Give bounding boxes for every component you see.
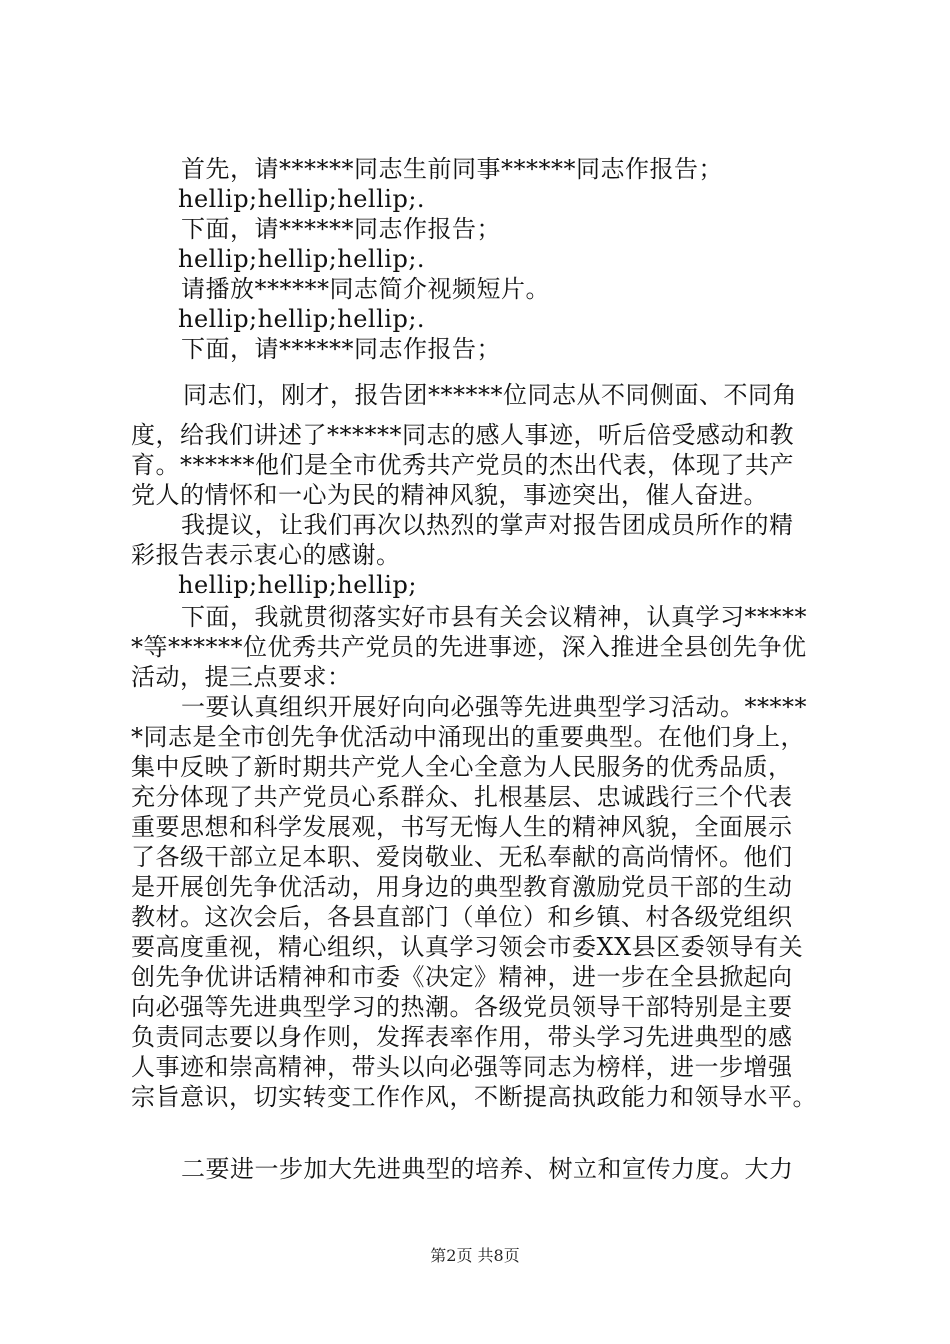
text-line: 请播放******同志简介视频短片。 — [181, 275, 550, 303]
text-line: 二要进一步加大先进典型的培养、树立和宣传力度。大力 — [181, 1155, 794, 1183]
text-line: 了各级干部立足本职、爱岗敬业、无私奉献的高尚情怀。他们 — [131, 843, 793, 871]
text-line: 充分体现了共产党员心系群众、扎根基层、忠诚践行三个代表 — [131, 783, 793, 811]
text-line: 人事迹和崇高精神，带头以向必强等同志为榜样，进一步增强 — [131, 1053, 793, 1081]
text-line: hellip;hellip;hellip;. — [178, 245, 426, 273]
text-line: 重要思想和科学发展观，书写无悔人生的精神风貌，全面展示 — [131, 813, 793, 841]
text-line: 下面，请******同志作报告； — [181, 335, 501, 363]
text-line: 是开展创先争优活动，用身边的典型教育激励党员干部的生动 — [131, 873, 793, 901]
text-line: *同志是全市创先争优活动中涌现出的重要典型。在他们身上， — [131, 723, 805, 751]
text-line: 负责同志要以身作则，发挥表率作用，带头学习先进典型的感 — [131, 1023, 793, 1051]
text-line: 彩报告表示衷心的感谢。 — [131, 541, 401, 569]
text-line: hellip;hellip;hellip;. — [178, 305, 426, 333]
page-number-footer: 第2页 共8页 — [430, 1246, 520, 1265]
text-line: hellip;hellip;hellip; — [178, 571, 417, 599]
text-line: 活动，提三点要求： — [131, 663, 352, 691]
text-line: 集中反映了新时期共产党人全心全意为人民服务的优秀品质， — [131, 753, 793, 781]
text-line: 育。******他们是全市优秀共产党员的杰出代表，体现了共产 — [131, 451, 794, 479]
text-line: 向必强等先进典型学习的热潮。各级党员领导干部特别是主要 — [131, 993, 793, 1021]
text-line: 党人的情怀和一心为民的精神风貌，事迹突出，催人奋进。 — [131, 481, 768, 509]
text-line: hellip;hellip;hellip;. — [178, 185, 426, 213]
text-line: 下面，我就贯彻落实好市县有关会议精神，认真学习***** — [181, 603, 807, 631]
text-line: 教材。这次会后，各县直部门（单位）和乡镇、村各级党组织 — [131, 903, 793, 931]
text-line: 我提议，让我们再次以热烈的掌声对报告团成员所作的精 — [181, 511, 794, 539]
text-line: 首先，请******同志生前同事******同志作报告； — [181, 155, 723, 183]
text-line: 要高度重视，精心组织，认真学习领会市委XX县区委领导有关 — [131, 933, 804, 961]
text-line: *等******位优秀共产党员的先进事迹，深入推进全县创先争优 — [131, 633, 807, 661]
text-line: 度，给我们讲述了******同志的感人事迹，听后倍受感动和教 — [131, 421, 794, 449]
text-line: 一要认真组织开展好向向必强等先进典型学习活动。***** — [181, 693, 807, 721]
text-line: 宗旨意识，切实转变工作作风，不断提高执政能力和领导水平。 — [131, 1083, 817, 1111]
text-line: 下面，请******同志作报告； — [181, 215, 501, 243]
text-line: 同志们，刚才，报告团******位同志从不同侧面、不同角 — [183, 381, 797, 409]
text-line: 创先争优讲话精神和市委《决定》精神，进一步在全县掀起向 — [131, 963, 793, 991]
